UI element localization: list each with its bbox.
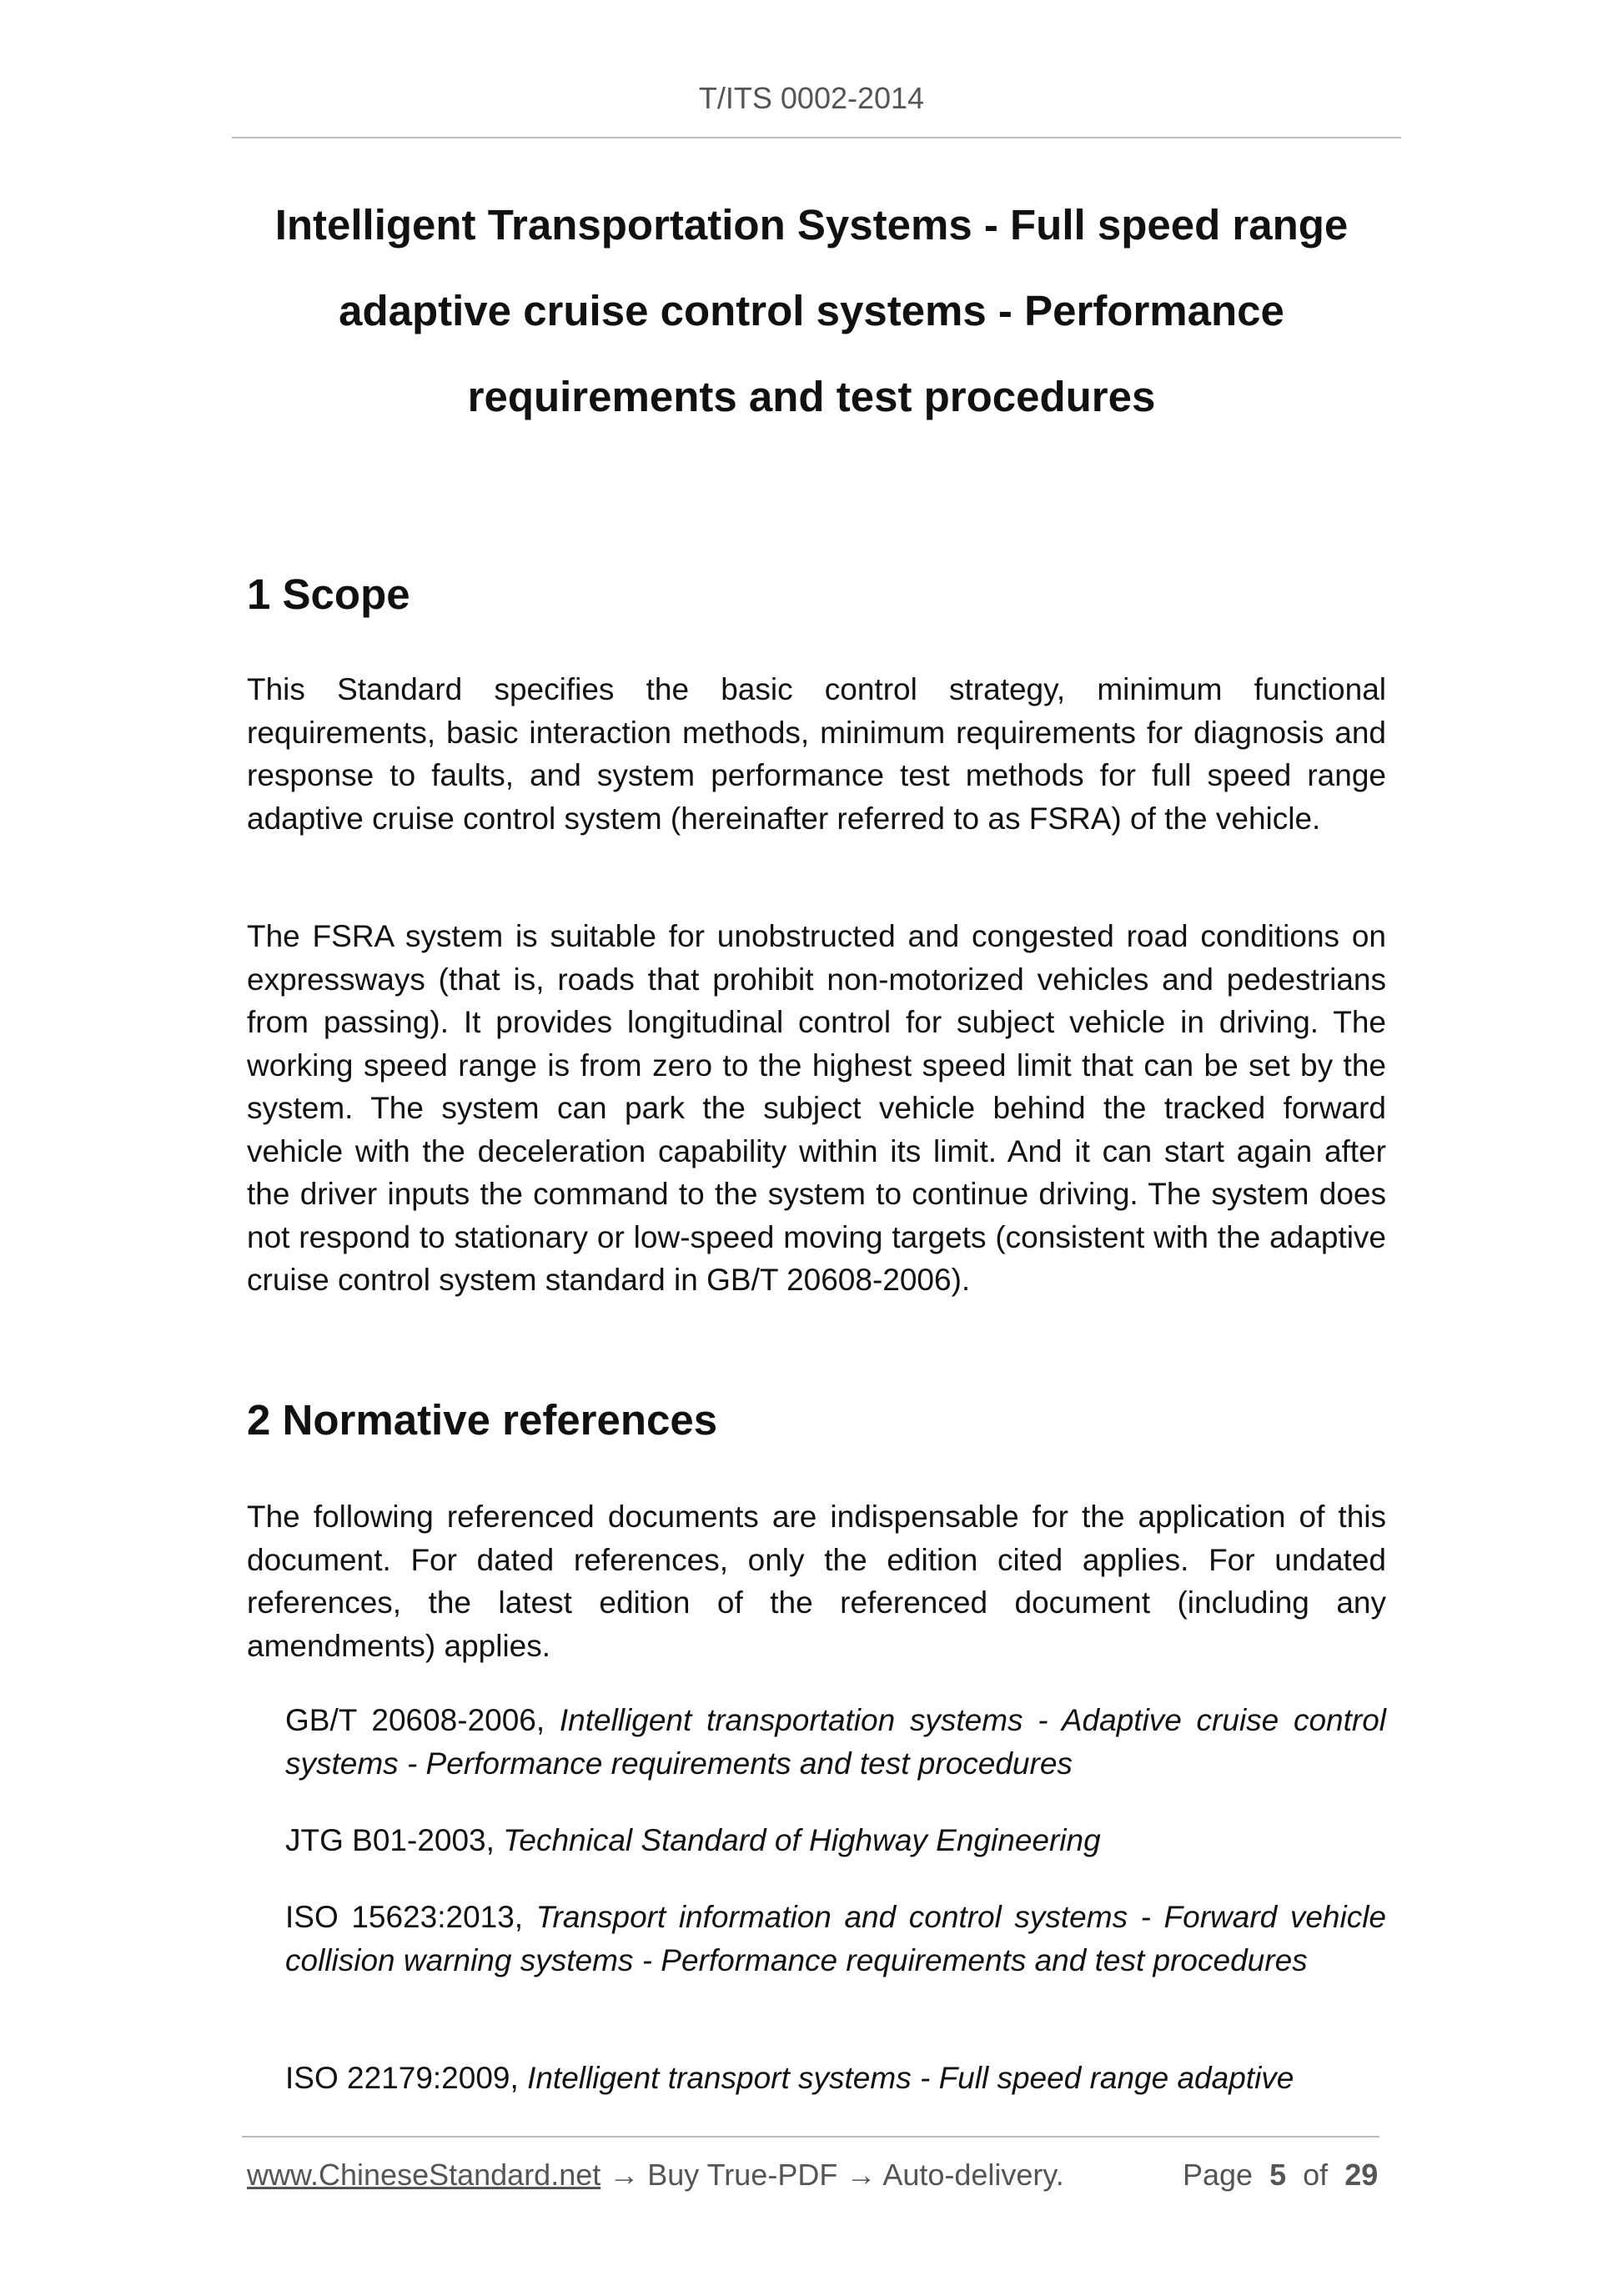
reference-item-gbt-20608 xyxy=(285,1699,1386,1785)
reference-title: Transport information and control systems - Forward vehicle collision warning systems - Performance requirements and test procedures xyxy=(285,1900,1387,1977)
reference-code: ISO 22179:2009, xyxy=(285,2061,528,2095)
title-line-3: requirements and test procedures xyxy=(467,373,1156,420)
document-code-header: T/ITS 0002-2014 xyxy=(698,81,925,115)
section-heading-normative-references: 2 Normative references xyxy=(247,1396,718,1444)
reference-code: JTG B01-2003, xyxy=(285,1823,504,1857)
total-pages: 29 xyxy=(1344,2158,1379,2192)
reference-item-iso-22179 xyxy=(285,2057,1386,2100)
title-line-2: adaptive cruise control systems - Performance xyxy=(339,287,1284,334)
reference-item-iso-15623 xyxy=(285,1896,1386,1982)
reference-title: Intelligent transportation systems - Adaptive cruise control systems - Performance requirements and test procedures xyxy=(285,1703,1386,1781)
document-title xyxy=(200,182,1423,440)
section-heading-scope: 1 Scope xyxy=(247,570,410,618)
footer-divider xyxy=(242,2136,1379,2138)
header-divider xyxy=(232,137,1401,138)
scope-paragraph-1: This Standard specifies the basic control strategy, minimum functional requirements, basic interaction methods, minimum requirements for diagnosis and response to faults, and system performance test methods for full speed range adaptive cruise control system (hereinafter referred to as FSRA) of the vehicle. xyxy=(247,672,1386,836)
scope-paragraph-2: The FSRA system is suitable for unobstructed and congested road conditions on expressways (that is, roads that prohibit non-motorized vehicles and pedestrians from passing). It provides longitudinal control for subject vehicle in driving. The working speed range is from zero to the highest speed limit that can be set by the system. The system can park the subject vehicle behind the tracked forward vehicle with the deceleration capability within its limit. And it can start again after the driver inputs the command to the system to continue driving. The system does not respond to stationary or low-speed moving targets (consistent with the adaptive cruise control system standard in GB/T 20608-2006). xyxy=(247,919,1386,1297)
reference-item-jtg-b01 xyxy=(285,1819,1386,1862)
of-label: of xyxy=(1303,2158,1329,2192)
site-link[interactable]: www.ChineseStandard.net xyxy=(247,2158,601,2192)
reference-title: Technical Standard of Highway Engineering xyxy=(503,1823,1101,1857)
normative-intro-paragraph: The following referenced documents are indispensable for the application of this document. For dated references, only the edition cited applies. For undated references, the latest edition of the referenced document (including any amendments) applies. xyxy=(247,1500,1386,1663)
footer-promo xyxy=(247,2157,1064,2193)
page-indicator xyxy=(1183,2157,1378,2193)
title-line-1: Intelligent Transportation Systems - Full speed range xyxy=(274,201,1349,249)
reference-code: ISO 15623:2013, xyxy=(285,1900,536,1934)
page-label: Page xyxy=(1183,2158,1254,2192)
reference-code: GB/T 20608-2006, xyxy=(285,1703,560,1737)
current-page-number: 5 xyxy=(1269,2158,1287,2192)
reference-title: Intelligent transport systems - Full speed range adaptive xyxy=(527,2061,1294,2095)
footer-tagline: → Buy True-PDF → Auto-delivery. xyxy=(600,2158,1064,2192)
